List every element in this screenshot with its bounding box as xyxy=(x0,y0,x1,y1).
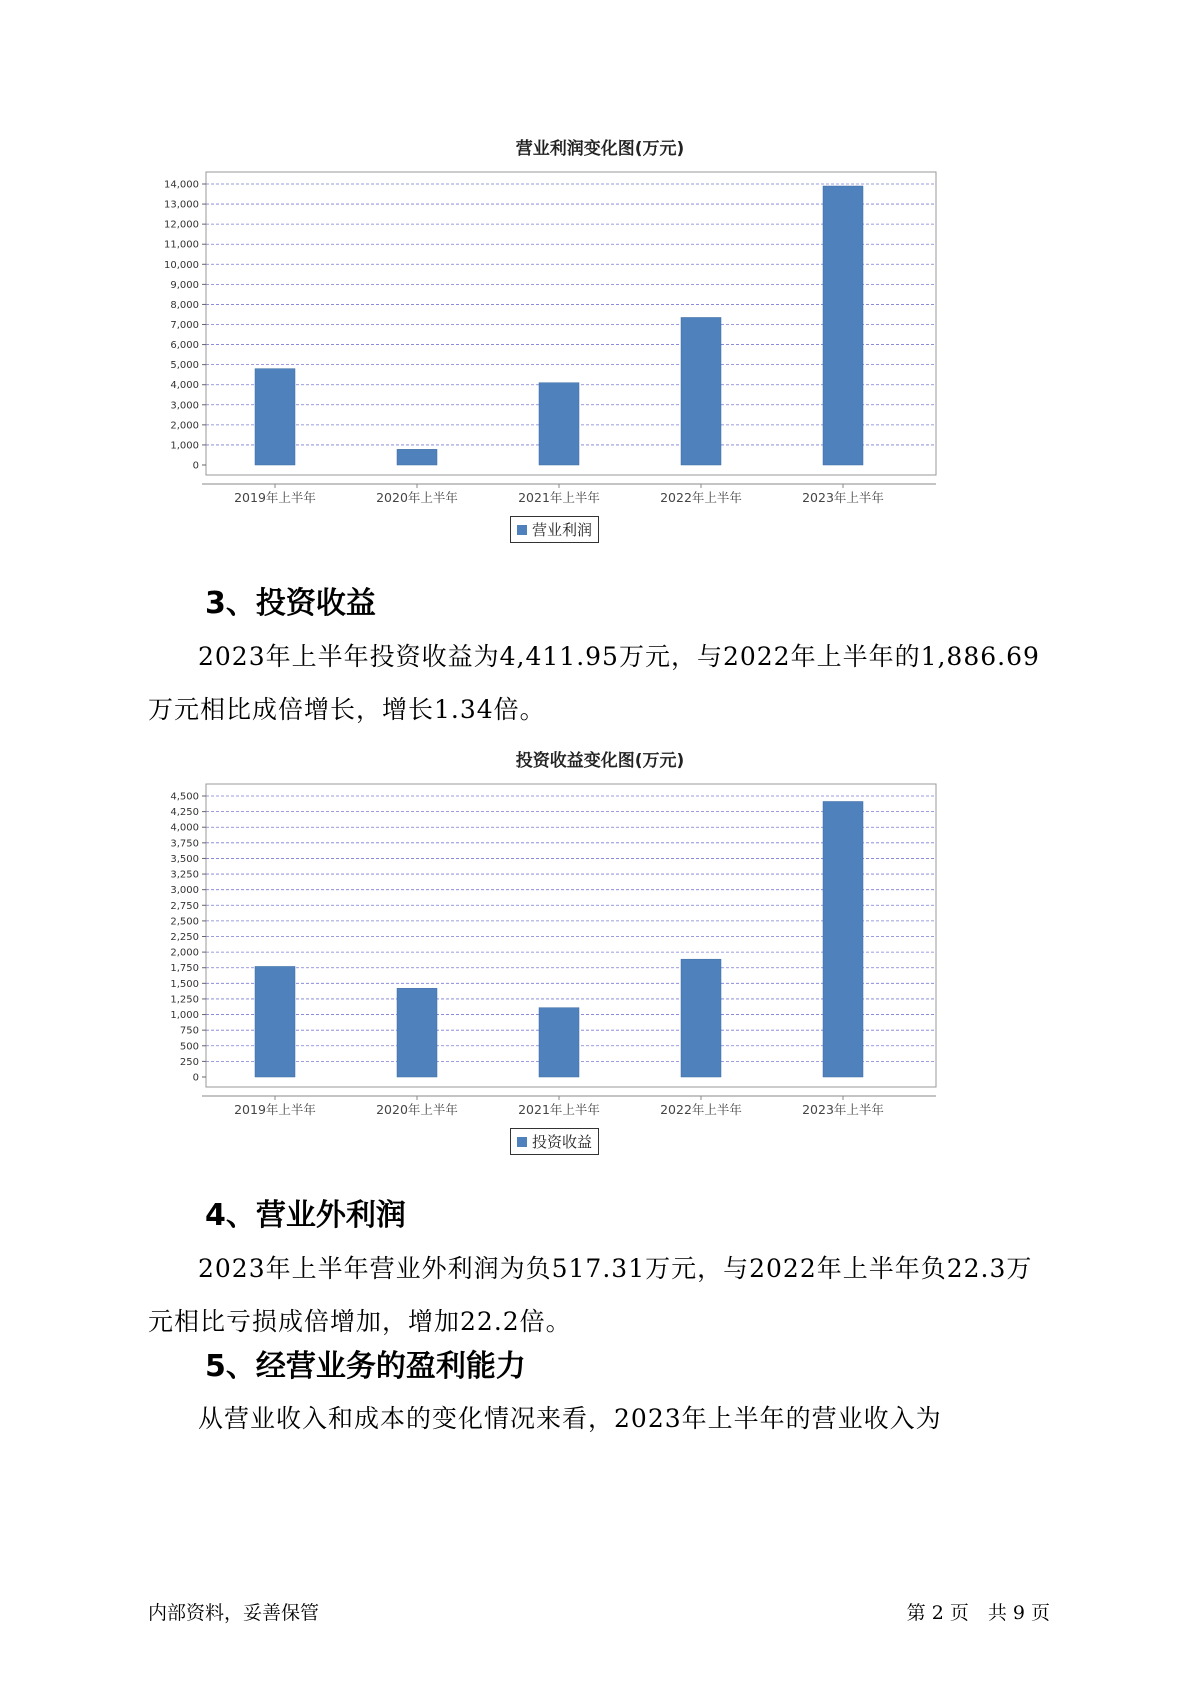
y-tick-label: 3,750 xyxy=(170,838,199,850)
y-tick-label: 2,000 xyxy=(170,420,199,432)
y-tick-label: 13,000 xyxy=(164,199,199,211)
x-tick-label: 2023年上半年 xyxy=(802,1102,884,1117)
y-tick-label: 7,000 xyxy=(170,320,199,331)
section-heading-investment-income: 3、投资收益 xyxy=(205,586,376,621)
y-tick-label: 3,500 xyxy=(170,853,199,865)
legend-swatch xyxy=(517,1137,527,1147)
legend-label: 营业利润 xyxy=(532,521,593,539)
x-tick-label: 2021年上半年 xyxy=(518,1102,600,1117)
y-tick-label: 2,000 xyxy=(170,947,199,959)
bar xyxy=(539,1008,579,1077)
bar xyxy=(255,369,295,465)
bar xyxy=(539,383,579,465)
y-tick-label: 14,000 xyxy=(164,179,199,191)
bar xyxy=(397,449,437,465)
y-tick-label: 1,500 xyxy=(170,978,199,990)
y-tick-label: 3,250 xyxy=(170,869,199,881)
chart-legend xyxy=(510,1128,599,1155)
paragraph-profitability xyxy=(148,1392,1053,1445)
paragraph-investment-income xyxy=(148,630,1053,736)
chart-title: 营业利润变化图(万元) xyxy=(515,139,685,159)
y-tick-label: 1,750 xyxy=(170,963,199,975)
y-tick-label: 6,000 xyxy=(170,340,199,352)
section-heading-profitability: 5、经营业务的盈利能力 xyxy=(205,1349,526,1384)
y-tick-label: 2,750 xyxy=(170,900,199,912)
y-tick-label: 3,000 xyxy=(170,400,199,412)
y-tick-label: 4,500 xyxy=(170,791,199,803)
paragraph-non-operating-profit xyxy=(148,1242,1053,1348)
y-tick-label: 3,000 xyxy=(170,885,199,897)
operating-profit-chart xyxy=(150,130,1050,550)
x-tick-label: 2019年上半年 xyxy=(234,1102,316,1117)
paragraph-line: 元相比亏损成倍增加，增加22.2倍。 xyxy=(148,1307,572,1336)
x-tick-label: 2020年上半年 xyxy=(376,490,458,505)
bar xyxy=(681,317,721,465)
y-tick-label: 500 xyxy=(179,1041,199,1053)
y-tick-label: 11,000 xyxy=(164,239,199,251)
chart-title: 投资收益变化图(万元) xyxy=(515,751,685,771)
y-tick-label: 4,000 xyxy=(170,380,199,392)
bar xyxy=(823,186,863,465)
y-tick-label: 1,000 xyxy=(170,440,199,452)
paragraph-line: 从营业收入和成本的变化情况来看，2023年上半年的营业收入为 xyxy=(198,1404,942,1433)
x-tick-label: 2021年上半年 xyxy=(518,490,600,505)
y-tick-label: 10,000 xyxy=(164,259,199,271)
y-tick-label: 2,250 xyxy=(170,932,199,943)
y-tick-label: 0 xyxy=(192,1072,199,1084)
y-tick-label: 1,000 xyxy=(170,1010,199,1022)
y-tick-label: 5,000 xyxy=(170,360,199,372)
x-tick-label: 2020年上半年 xyxy=(376,1102,458,1117)
footer-note: 内部资料，妥善保管 xyxy=(148,1602,320,1624)
legend-swatch xyxy=(517,525,527,535)
x-tick-label: 2022年上半年 xyxy=(660,490,742,505)
legend-label: 投资收益 xyxy=(532,1133,593,1151)
chart-plot xyxy=(150,778,1050,1158)
investment-income-chart xyxy=(150,742,1050,1162)
x-tick-label: 2019年上半年 xyxy=(234,490,316,505)
y-tick-label: 9,000 xyxy=(170,279,199,291)
x-tick-label: 2023年上半年 xyxy=(802,490,884,505)
bar xyxy=(681,959,721,1077)
paragraph-line: 万元相比成倍增长，增长1.34倍。 xyxy=(148,695,546,724)
y-tick-label: 4,000 xyxy=(170,822,199,834)
y-tick-label: 250 xyxy=(179,1056,199,1068)
page-number: 第 2 页 共 9 页 xyxy=(906,1602,1050,1624)
y-tick-label: 2,500 xyxy=(170,916,199,928)
chart-plot xyxy=(150,166,1050,546)
y-tick-label: 4,250 xyxy=(170,807,199,819)
paragraph-line: 2023年上半年营业外利润为负517.31万元，与2022年上半年负22.3万 xyxy=(198,1254,1033,1283)
y-tick-label: 750 xyxy=(179,1025,199,1037)
y-tick-label: 8,000 xyxy=(170,299,199,311)
bar xyxy=(397,988,437,1077)
bar xyxy=(823,801,863,1077)
y-tick-label: 0 xyxy=(192,460,199,472)
chart-legend xyxy=(510,516,599,543)
y-tick-label: 1,250 xyxy=(170,994,199,1006)
paragraph-line: 2023年上半年投资收益为4,411.95万元，与2022年上半年的1,886.69 xyxy=(198,642,1040,671)
x-tick-label: 2022年上半年 xyxy=(660,1102,742,1117)
bar xyxy=(255,966,295,1077)
section-heading-non-operating-profit: 4、营业外利润 xyxy=(205,1198,406,1233)
y-tick-label: 12,000 xyxy=(164,219,199,231)
